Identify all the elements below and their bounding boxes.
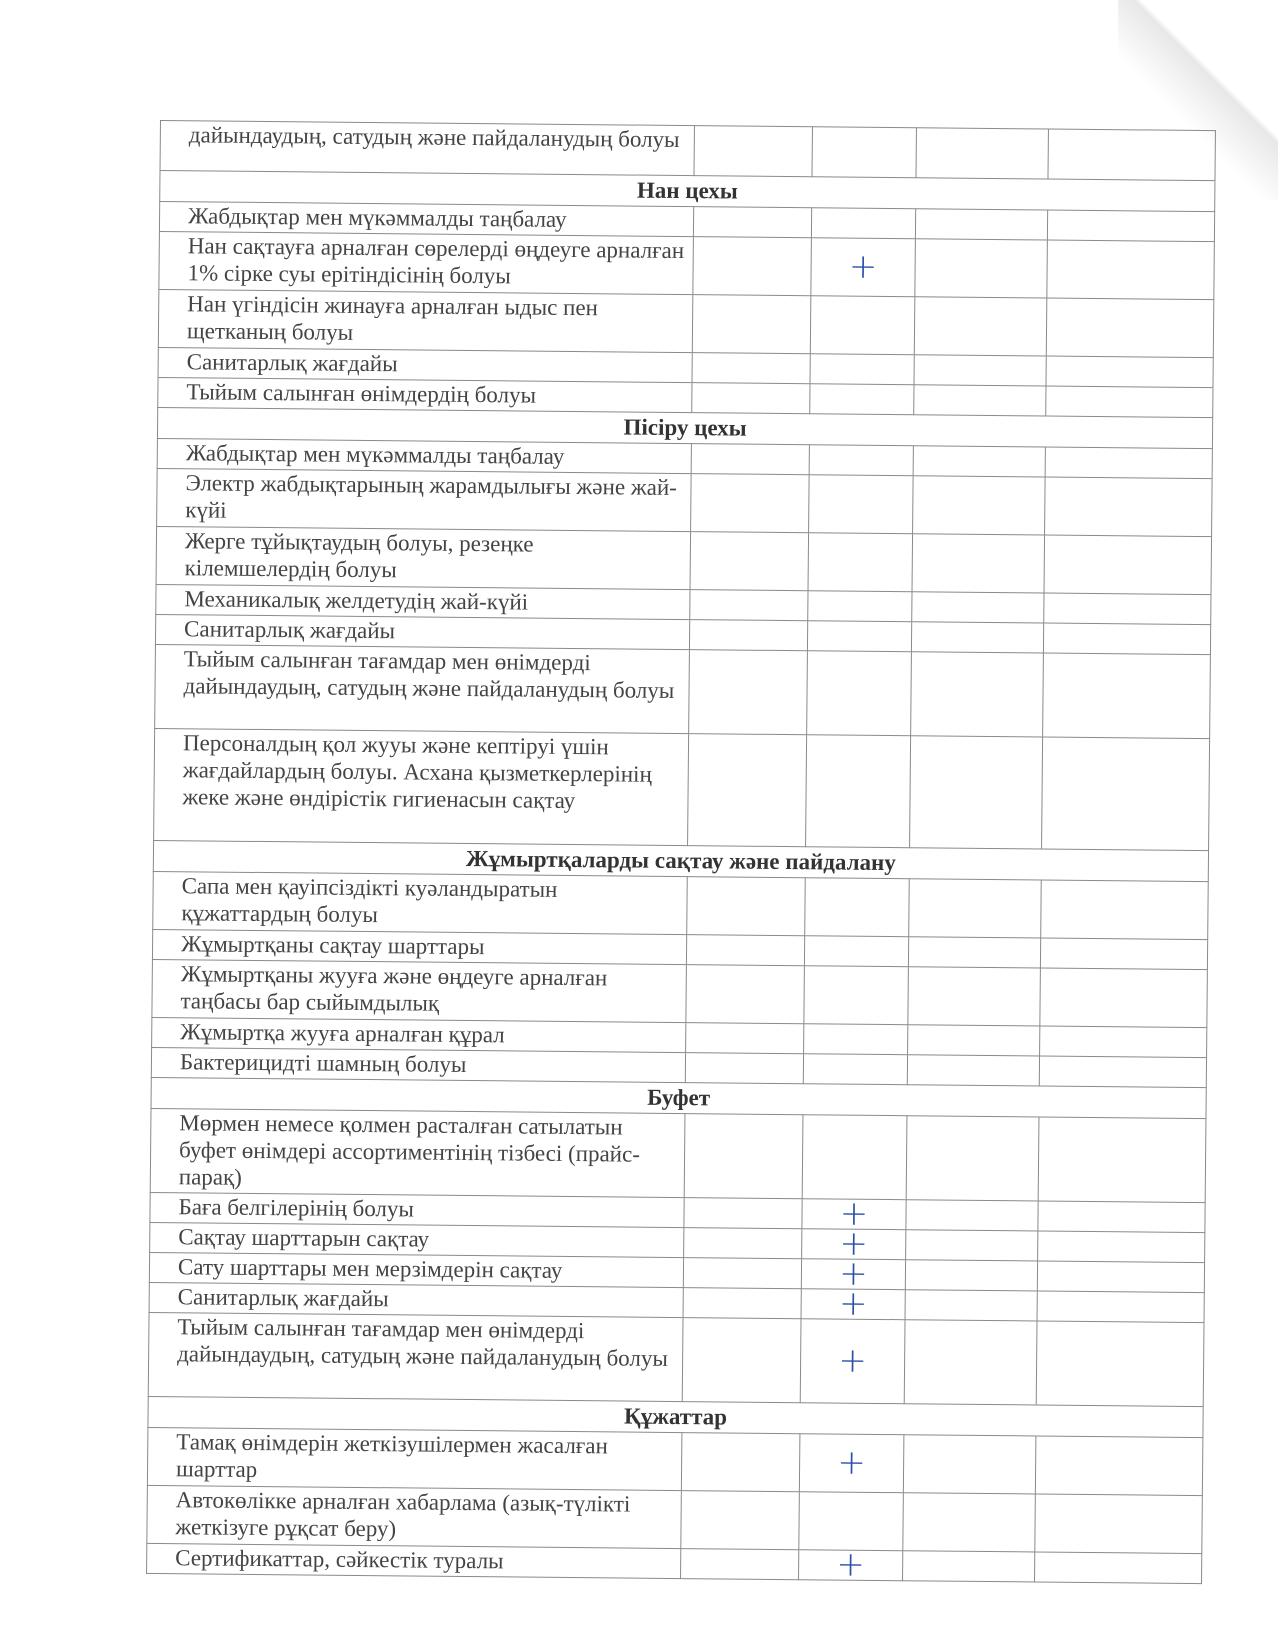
check-cell (688, 734, 807, 847)
section-title: Құжаттар (148, 1396, 1203, 1437)
criterion-label: дайындаудың, сатудың және пайдаланудың болуы (160, 121, 694, 176)
check-cell: + (800, 1319, 905, 1404)
section-title: Буфет (151, 1077, 1206, 1118)
table-row (157, 468, 1213, 536)
check-cell (904, 1320, 1037, 1405)
criterion-label: Жабдықтар мен мүкәммалды таңбалау (159, 202, 693, 237)
check-cell (806, 735, 911, 848)
check-cell (1045, 477, 1213, 537)
check-cell (809, 445, 913, 476)
check-cell: + (801, 1289, 905, 1320)
criterion-label: Тыйым салынған тағамдар мен өнімдерді дайындаудың, сатудың және пайдаланудың болуы (148, 1312, 683, 1401)
criterion-label: Персоналдың қол жууы және кептіруі үшін жағдайлардың болуы. Асхана қызметкерлерінің жеке және өндірістік гигиенасын сақтау (154, 728, 689, 845)
check-cell (911, 652, 1044, 737)
check-cell (805, 878, 910, 937)
check-cell (809, 475, 914, 534)
checklist-table (146, 120, 1216, 1584)
check-cell (903, 1551, 1035, 1582)
check-cell (906, 1200, 1038, 1231)
check-cell (1046, 356, 1213, 388)
check-cell (908, 937, 1040, 968)
table-row (154, 728, 1210, 850)
check-cell (908, 1025, 1040, 1056)
check-cell (914, 355, 1046, 386)
check-cell: + (802, 1199, 906, 1230)
check-cell (803, 1054, 907, 1085)
check-cell (905, 1260, 1037, 1291)
criterion-label: Жұмыртқаны жууға және өңдеуге арналған таңбасы бар сыйымдылық (152, 959, 687, 1022)
check-cell (1046, 386, 1213, 418)
check-cell (903, 1435, 1036, 1494)
check-cell (807, 651, 912, 736)
check-cell (1036, 1321, 1204, 1407)
check-cell (908, 967, 1041, 1026)
check-cell (913, 446, 1045, 477)
section-title: Пісіру цехы (157, 407, 1212, 448)
check-cell (810, 384, 914, 415)
criterion-label: Жабдықтар мен мүкәммалды таңбалау (157, 438, 691, 473)
table-row (152, 959, 1208, 1027)
check-cell (687, 877, 806, 936)
check-cell (689, 620, 807, 651)
check-cell (1040, 968, 1208, 1028)
check-cell (915, 239, 1048, 298)
check-cell (690, 590, 808, 621)
check-cell (804, 1024, 908, 1055)
check-cell (686, 935, 804, 966)
check-cell (681, 1549, 799, 1580)
criterion-label: Нан үгіндісін жинауға арналған ыдыс пен щетканың болуы (158, 289, 693, 352)
check-cell (694, 126, 812, 177)
check-cell (689, 650, 808, 735)
criterion-label: Нан сақтауға арналған сөрелерді өңдеуге арналған 1% сірке суы ерітіндісінің болуы (159, 231, 694, 294)
check-cell (681, 1433, 800, 1492)
check-cell (1043, 653, 1211, 739)
criterion-label: Жұмыртқа жууға арналған құрал (152, 1017, 686, 1052)
check-cell (906, 1230, 1038, 1261)
criterion-label: Сату шарттары мен мерзімдерін сақтау (149, 1252, 683, 1287)
check-cell (909, 879, 1042, 938)
criterion-label: Санитарлық жағдайы (155, 614, 689, 649)
check-cell (903, 1493, 1036, 1552)
check-cell (686, 965, 805, 1024)
check-cell (1039, 1056, 1206, 1088)
check-cell (686, 1023, 804, 1054)
check-cell (911, 622, 1043, 653)
check-cell (1048, 129, 1215, 181)
check-cell (914, 297, 1047, 356)
check-cell (1037, 1261, 1204, 1293)
check-cell (1035, 1552, 1202, 1584)
check-cell (1042, 737, 1210, 851)
check-cell (691, 474, 810, 533)
check-cell (692, 383, 810, 414)
check-cell (1038, 1117, 1206, 1203)
check-cell (916, 128, 1048, 179)
table-row (147, 1427, 1203, 1495)
check-cell: + (801, 1259, 905, 1290)
check-cell: + (811, 238, 916, 297)
check-cell (810, 296, 915, 355)
criterion-label: Сертификаттар, сәйкестік туралы (147, 1543, 681, 1578)
check-cell (1040, 1026, 1207, 1058)
check-cell (1037, 1291, 1204, 1323)
criterion-label: Жұмыртқаны сақтау шарттары (152, 929, 686, 964)
section-title: Жұмыртқаларды сақтау және пайдалану (153, 840, 1208, 881)
check-cell: + (799, 1434, 904, 1493)
check-cell (681, 1491, 800, 1550)
table-row (159, 231, 1215, 299)
check-cell (693, 207, 811, 238)
check-cell: + (799, 1550, 903, 1581)
check-cell (683, 1258, 801, 1289)
check-cell (691, 444, 809, 475)
check-cell (808, 591, 912, 622)
check-cell (912, 592, 1044, 623)
check-cell (1035, 1494, 1203, 1554)
check-cell (1046, 298, 1214, 358)
criterion-label: Тамақ өнімдерін жеткізушілермен жасалған шарттар (147, 1427, 682, 1490)
table-row (148, 1312, 1204, 1406)
check-cell (692, 295, 811, 354)
criterion-label: Санитарлық жағдайы (149, 1282, 683, 1317)
check-cell (799, 1492, 904, 1551)
check-cell: + (802, 1229, 906, 1260)
criterion-label: Сапа мен қауіпсіздікті куәландыратын құжаттардың болуы (153, 871, 688, 934)
check-cell (810, 354, 914, 385)
criterion-label: Сақтау шарттарын сақтау (150, 1222, 684, 1257)
check-cell (1041, 880, 1209, 940)
check-cell (1045, 447, 1212, 479)
check-cell (684, 1114, 803, 1199)
table-row (156, 526, 1212, 594)
table-row (158, 289, 1214, 357)
section-title: Нан цехы (160, 171, 1215, 212)
checklist-body (147, 121, 1216, 1584)
check-cell (693, 237, 812, 296)
check-cell (1047, 210, 1214, 242)
check-cell (807, 621, 911, 652)
criterion-label: Автокөлікке арналған хабарлама (азық-түлікті жеткізуге рұқсат беру) (147, 1485, 682, 1548)
check-cell (915, 209, 1047, 240)
check-cell (685, 1053, 803, 1084)
check-cell (682, 1318, 801, 1403)
check-cell (811, 208, 915, 239)
criterion-label: Санитарлық жағдайы (158, 347, 692, 382)
check-cell (684, 1198, 802, 1229)
check-cell (1035, 1436, 1203, 1496)
check-cell (1038, 1201, 1205, 1233)
check-cell (1043, 623, 1210, 655)
check-cell (804, 966, 909, 1025)
check-cell (1040, 938, 1207, 970)
check-cell (692, 353, 810, 384)
criterion-label: Электр жабдықтарының жарамдылығы және жай-күйі (157, 468, 692, 531)
table-row (153, 871, 1209, 939)
check-cell (914, 385, 1046, 416)
criterion-label: Жерге тұйықтаудың болуы, резеңке кілемшелердің болуы (156, 526, 691, 589)
check-cell (684, 1228, 802, 1259)
check-cell (912, 534, 1045, 593)
check-cell (690, 532, 809, 591)
check-cell (808, 533, 913, 592)
check-cell (812, 127, 916, 178)
criterion-label: Мөрмен немесе қолмен расталған сатылатын буфет өнімдері ассортиментінің тізбесі (прайс-парақ) (150, 1108, 685, 1197)
check-cell (1047, 240, 1215, 300)
check-cell (1044, 593, 1211, 625)
table-row (150, 1108, 1206, 1202)
criterion-label: Тыйым салынған өнімдердің болуы (158, 377, 692, 412)
criterion-label: Механикалық желдетудің жай-күйі (156, 584, 690, 619)
check-cell (683, 1288, 801, 1319)
table-row (147, 1485, 1203, 1553)
criterion-label: Бактерицидті шамның болуы (151, 1047, 685, 1082)
table-row (155, 644, 1211, 738)
check-cell (913, 476, 1046, 535)
check-cell (905, 1290, 1037, 1321)
check-cell (1044, 535, 1212, 595)
check-cell (802, 1115, 907, 1200)
criterion-label: Тыйым салынған тағамдар мен өнімдерді дайындаудың, сатудың және пайдаланудың болуы (155, 644, 690, 733)
check-cell (910, 736, 1043, 849)
check-cell (907, 1055, 1039, 1086)
check-cell (1038, 1231, 1205, 1263)
check-cell (804, 936, 908, 967)
check-cell (906, 1116, 1039, 1201)
criterion-label: Баға белгілерінің болуы (150, 1192, 684, 1227)
checklist-sheet (146, 120, 1215, 1584)
